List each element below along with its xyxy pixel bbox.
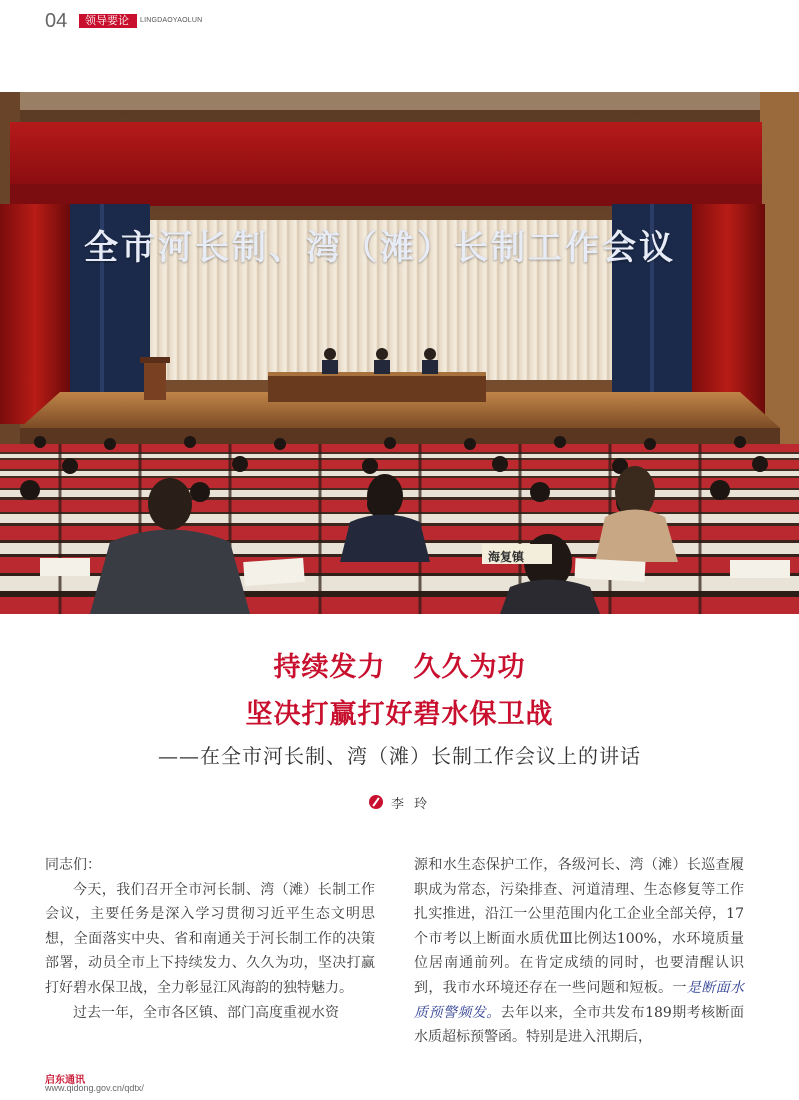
paragraph-text-before: 源和水生态保护工作，各级河长、湾（滩）长巡查履职成为常态，污染排查、河道清理、生态修复等工作扎实推进，沿江一公里范围内化工企业全部关停，17个市考以上断面水质优Ⅲ比例达100%，水环境质量位居南通前列。在肯定成绩的同时，也要清醒认识到，我市水环境还存在一些问题和短板。一 — [414, 857, 744, 996]
page-number: 04 — [45, 10, 68, 32]
article-subtitle: ——在全市河长制、湾（滩）长制工作会议上的讲话 — [158, 744, 641, 768]
pen-icon — [369, 795, 383, 809]
meeting-photo — [0, 92, 799, 614]
footer-brand: 启东通讯 — [45, 1075, 85, 1086]
article-title-line1: 持续发力 久久为功 — [273, 652, 526, 683]
paragraph-text-after: 去年以来，全市共发布189期考核断面水质超标预警函。特别是进入汛期后， — [414, 1004, 744, 1046]
salutation: 同志们： — [45, 857, 101, 873]
paragraph-1: 今天，我们召开全市河长制、湾（滩）长制工作会议，主要任务是深入学习贯彻习近平生态文明思想，全面落实中央、省和南通关于河长制工作的决策部署，动员全市上下持续发力、久久为功，坚决打赢打好碧水保卫战，全力彰显江风海韵的独特魅力。 — [45, 881, 375, 996]
left-column — [45, 853, 375, 1025]
section-label: 领导要论 — [85, 14, 129, 27]
article-title-line2: 坚决打赢打好碧水保卫战 — [245, 699, 554, 730]
table-card-label: 海复镇 — [488, 550, 525, 564]
banner-text: 全市河长制、湾（滩）长制工作会议 — [84, 228, 676, 268]
paragraph-2: 过去一年，全市各区镇、部门高度重视水资 — [73, 1004, 339, 1021]
footer-url: www.qidong.gov.cn/qdtx/ — [45, 1083, 144, 1093]
author-name: 李 玲 — [391, 797, 431, 812]
section-label-pinyin: LINGDAOYAOLUN — [140, 17, 203, 24]
right-column — [414, 853, 744, 1050]
paragraph-2-continued — [414, 853, 744, 1050]
highlighted-phrase: 是断面水质预警频发。 — [414, 979, 745, 1021]
